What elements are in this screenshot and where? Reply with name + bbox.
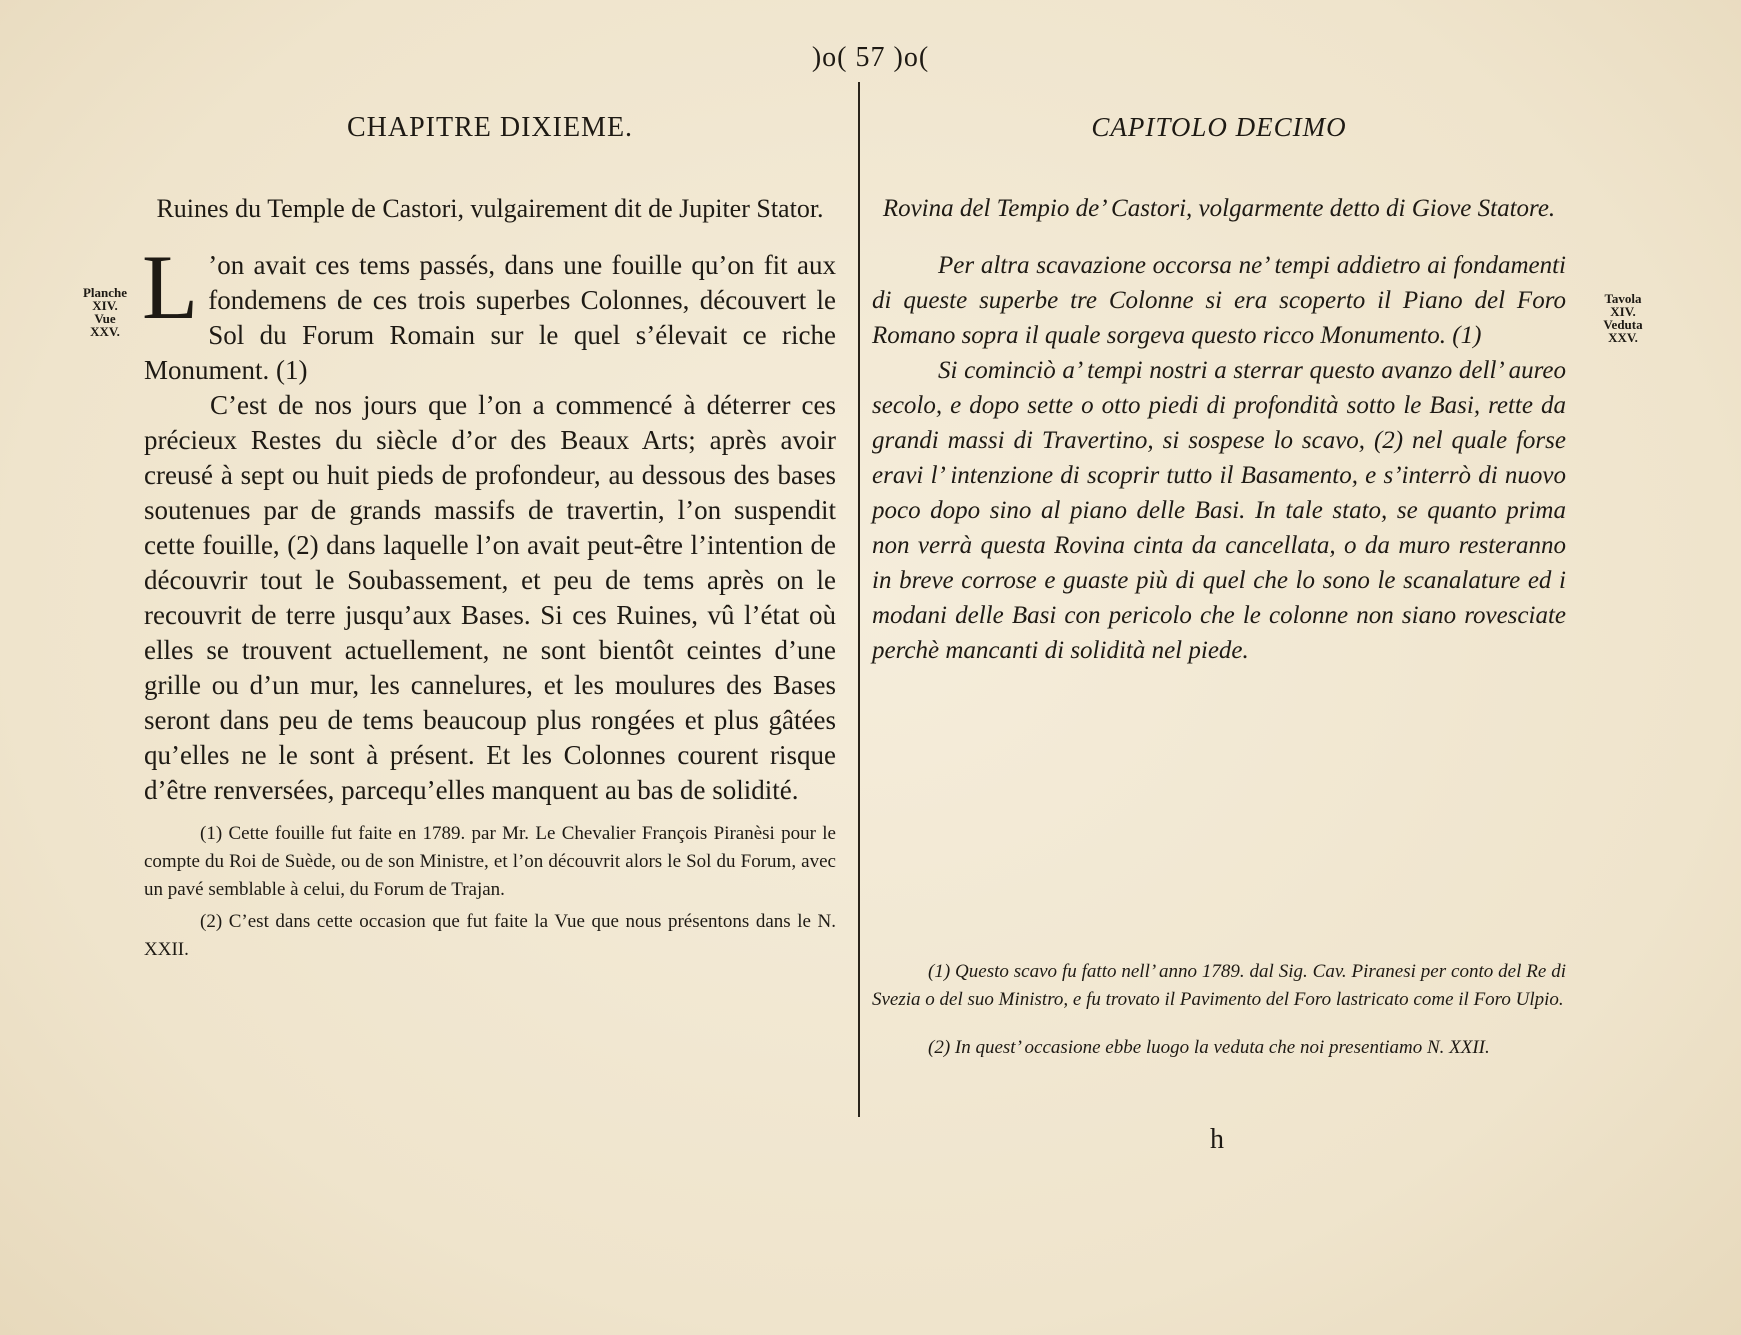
french-body: [142, 236, 836, 808]
french-margin-reference: [70, 286, 140, 338]
italian-body: [872, 248, 1566, 668]
margin-ref-line: XXV.: [90, 324, 120, 339]
drop-cap: L: [142, 236, 199, 338]
italian-paragraph-2: Si cominciò a’ tempi nostri a sterrar questo avanzo dell’ aureo secolo, e dopo sette o otto piedi di profondità sotto le Basi, rette da grandi massi di Travertino, si sospese lo scavo, (2) nel quale forse eravi l’ intenzione di scoprir tutto il Basamento, e s’interrò di nuovo poco dopo sino al piano delle Basi. In tale stato, se quanto prima non verrà questa Rovina cinta da cancellata, o da muro resteranno in breve corrose e guaste più di quel che lo sono le scanalature ed i modani delle Basi con pericolo che le colonne non siano rovesciate perchè mancanti di solidità nel piede.: [872, 357, 1566, 664]
french-footnote-2: (2) C’est dans cette occasion que fut faite la Vue que nous présentons dans le N. XXII.: [144, 911, 836, 960]
french-subtitle: Ruines du Temple de Castori, vulgairement dit de Jupiter Stator.: [156, 194, 824, 223]
margin-ref-line: XIV.: [1610, 304, 1636, 319]
margin-ref-line: Planche: [82, 285, 128, 300]
french-footnote-1: (1) Cette fouille fut faite en 1789. par Mr. Le Chevalier François Piranèsi pour le compte du Roi de Suède, ou de son Ministre, et l’on découvrit alors le Sol du Forum, avec un pavé semblable à celui, du Forum de Trajan.: [144, 823, 836, 900]
page-number-header: )o( 57 )o(: [811, 42, 930, 73]
margin-ref-line: XIV.: [92, 298, 118, 313]
french-paragraph-1-text: ’on avait ces tems passés, dans une fouille qu’on fit aux fondemens de ces trois superbes Colonnes, découvert le Sol du Forum Romain sur le quel s’élevait ce riche Monument. (1): [144, 250, 836, 385]
italian-margin-reference: [1588, 292, 1658, 344]
column-divider: [858, 82, 860, 1117]
margin-ref-line: Veduta: [1603, 317, 1643, 332]
french-paragraph-1: [142, 236, 836, 388]
italian-subtitle: Rovina del Tempio de’ Castori, volgarmente detto di Giove Statore.: [882, 195, 1556, 222]
french-column: [144, 112, 836, 968]
italian-footnote-1: (1) Questo scavo fu fatto nell’ anno 1789. dal Sig. Cav. Piranesi per conto del Re di Svezia o del suo Ministro, e fu trovato il Pavimento del Foro lastricato come il Foro Ulpio.: [872, 961, 1566, 1010]
signature-mark: h: [1210, 1124, 1224, 1155]
italian-column: [872, 112, 1566, 668]
margin-ref-line: XXV.: [1608, 330, 1638, 345]
french-chapter-title: CHAPITRE DIXIEME.: [346, 112, 634, 143]
italian-footnote-2: (2) In quest’ occasione ebbe luogo la veduta che noi presentiamo N. XXII.: [928, 1037, 1490, 1058]
french-footnotes: [144, 820, 836, 964]
italian-paragraph-1: Per altra scavazione occorsa ne’ tempi addietro ai fondamenti di queste superbe tre Colonne si era scoperto il Piano del Foro Romano sopra il quale sorgeva questo ricco Monumento. (1): [872, 252, 1566, 349]
italian-footnotes: [872, 958, 1566, 1082]
margin-ref-line: Vue: [94, 311, 116, 326]
french-paragraph-2: C’est de nos jours que l’on a commencé à déterrer ces précieux Restes du siècle d’or des Beaux Arts; après avoir creusé à sept ou huit pieds de profondeur, au dessous des bases soutenues par de grands massifs de travertin, l’on suspendit cette fouille, (2) dans laquelle l’on avait peut-être l’intention de découvrir tout le Soubassement, et peu de tems après on le recouvrit de terre jusqu’aux Bases. Si ces Ruines, vû l’état où elles se trouvent actuellement, ne sont bientôt ceintes d’une grille ou d’un mur, les cannelures, et les moulures des Bases seront dans peu de tems beaucoup plus rongées et plus gâtées qu’elles ne le sont à présent. Et les Colonnes courent risque d’être renversées, parcequ’elles manquent au bas de solidité.: [144, 390, 836, 805]
margin-ref-line: Tavola: [1604, 291, 1642, 306]
italian-chapter-title: CAPITOLO DECIMO: [1091, 112, 1347, 142]
